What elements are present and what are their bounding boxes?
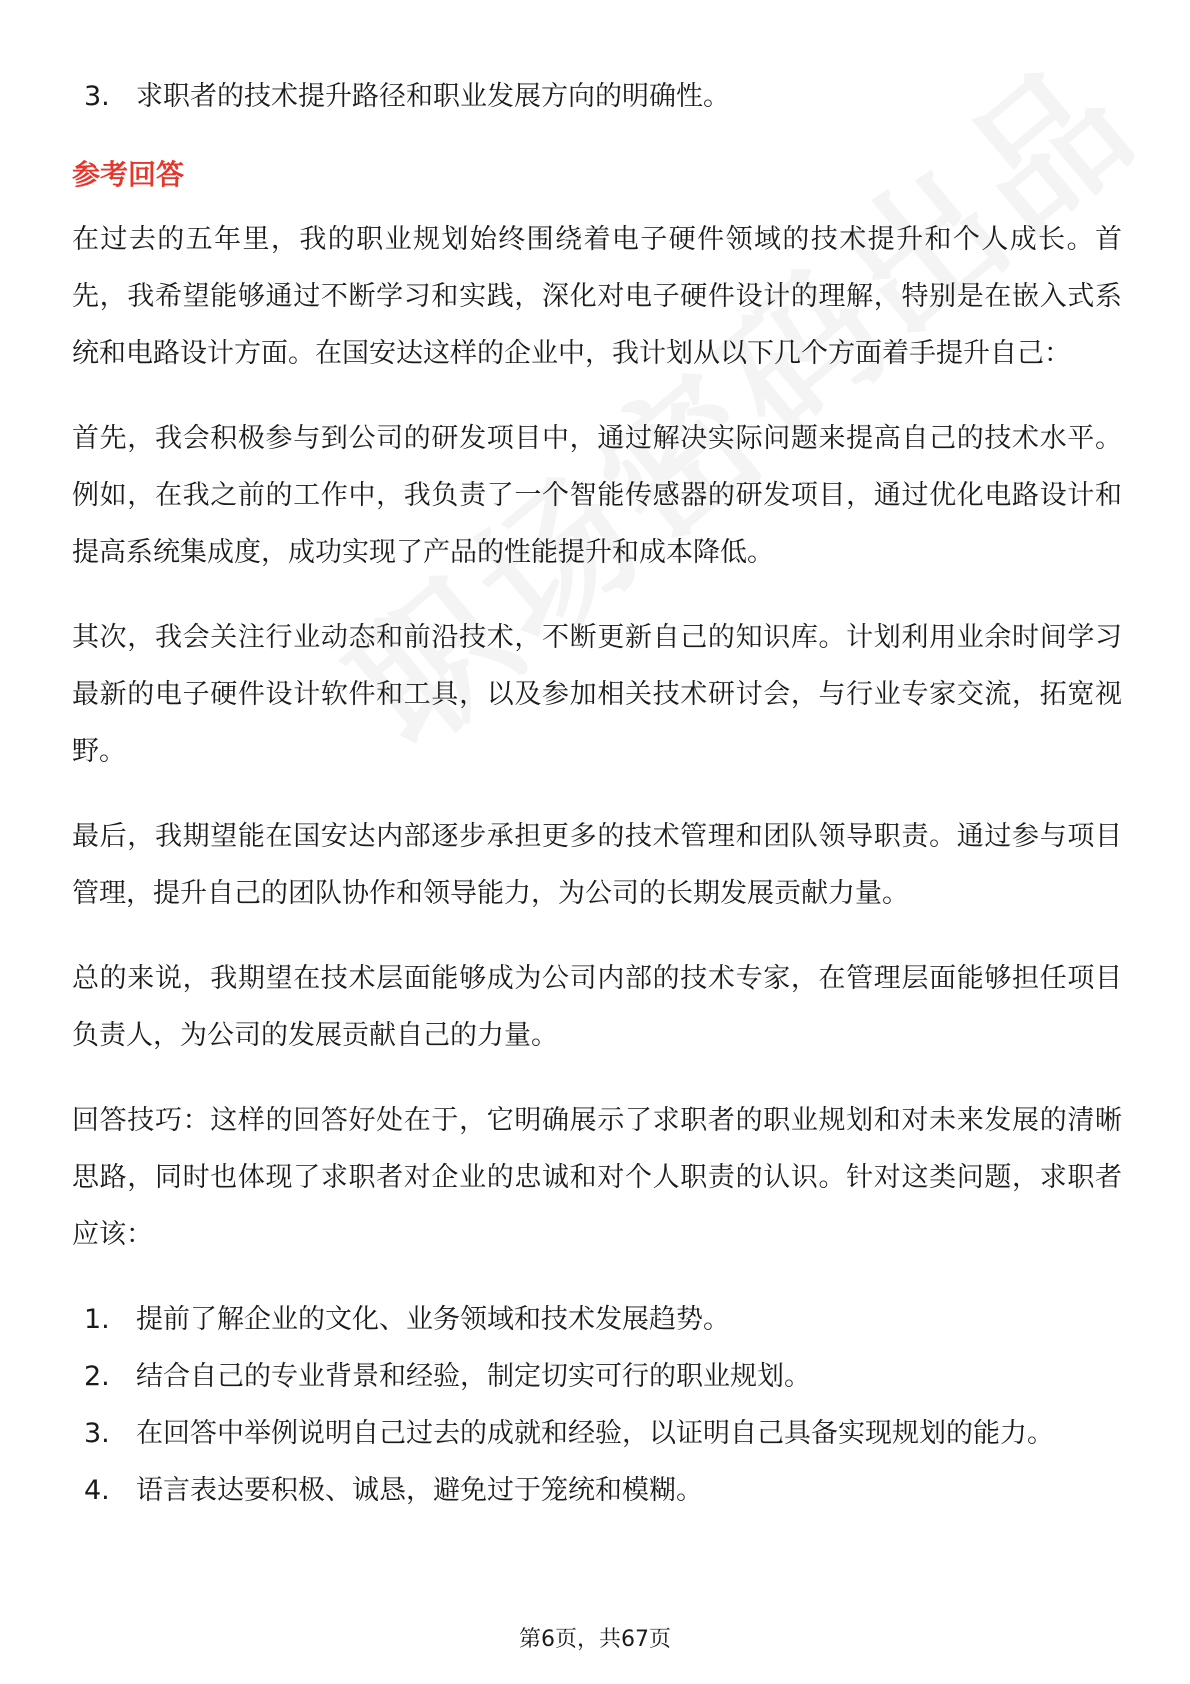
page-content	[72, 68, 1122, 1519]
list-item	[72, 68, 1122, 125]
top-question-list	[72, 68, 1122, 125]
list-item-number: 3.	[84, 1418, 110, 1449]
list-item	[72, 1291, 1122, 1348]
answer-paragraph: 总的来说，我期望在技术层面能够成为公司内部的技术专家，在管理层面能够担任项目负责人，为公司的发展贡献自己的力量。	[72, 963, 1122, 1051]
list-item	[72, 1462, 1122, 1519]
list-item-number: 2.	[84, 1361, 110, 1392]
answer-paragraph: 首先，我会积极参与到公司的研发项目中，通过解决实际问题来提高自己的技术水平。例如，在我之前的工作中，我负责了一个智能传感器的研发项目，通过优化电路设计和提高系统集成度，成功实现了产品的性能提升和成本降低。	[72, 423, 1122, 568]
section-title: 参考回答	[72, 158, 185, 191]
list-item-number: 4.	[84, 1475, 110, 1506]
list-item-text: 语言表达要积极、诚恳，避免过于笼统和模糊。	[136, 1475, 703, 1506]
tips-list	[72, 1291, 1122, 1519]
list-item-text: 结合自己的专业背景和经验，制定切实可行的职业规划。	[136, 1361, 811, 1392]
list-item-text: 在回答中举例说明自己过去的成就和经验，以证明自己具备实现规划的能力。	[136, 1418, 1054, 1449]
list-item	[72, 1348, 1122, 1405]
answer-paragraph: 最后，我期望能在国安达内部逐步承担更多的技术管理和团队领导职责。通过参与项目管理，提升自己的团队协作和领导能力，为公司的长期发展贡献力量。	[72, 821, 1122, 909]
tips-paragraph: 回答技巧：这样的回答好处在于，它明确展示了求职者的职业规划和对未来发展的清晰思路，同时也体现了求职者对企业的忠诚和对个人职责的认识。针对这类问题，求职者应该：	[72, 1105, 1122, 1250]
list-item-number: 1.	[84, 1304, 110, 1335]
answer-paragraph: 其次，我会关注行业动态和前沿技术，不断更新自己的知识库。计划利用业余时间学习最新的电子硬件设计软件和工具，以及参加相关技术研讨会，与行业专家交流，拓宽视野。	[72, 622, 1122, 767]
list-item-text: 求职者的技术提升路径和职业发展方向的明确性。	[136, 81, 730, 112]
answer-paragraph: 在过去的五年里，我的职业规划始终围绕着电子硬件领域的技术提升和个人成长。首先，我希望能够通过不断学习和实践，深化对电子硬件设计的理解，特别是在嵌入式系统和电路设计方面。在国安达这样的企业中，我计划从以下几个方面着手提升自己：	[72, 224, 1122, 369]
list-item-text: 提前了解企业的文化、业务领域和技术发展趋势。	[136, 1304, 730, 1335]
list-item	[72, 1405, 1122, 1462]
list-item-number: 3.	[84, 81, 110, 112]
page-number: 第6页，共67页	[519, 1627, 671, 1652]
